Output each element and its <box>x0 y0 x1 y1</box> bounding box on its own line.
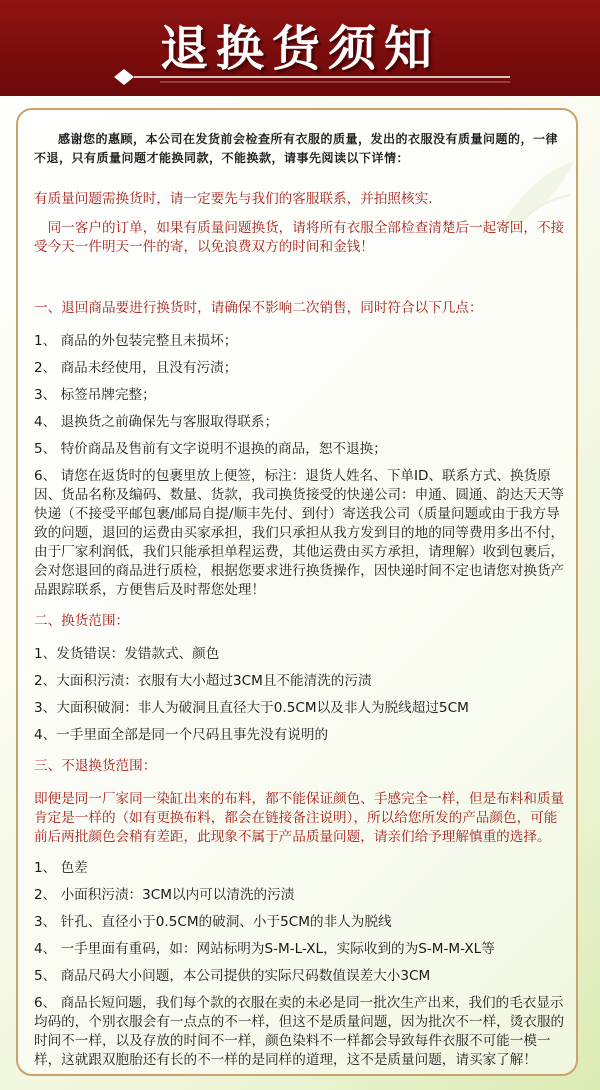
list-item: 4、一手里面全部是同一个尺码且事先没有说明的 <box>34 727 329 743</box>
section3-note: 即便是同一厂家同一染缸出来的布料，都不能保证颜色、手感完全一样，但是布料和质量肯定是一样的（如有更换布料，都会在链接备注说明），所以给您所发的产品颜色，可能前后两批颜色会稍有差距，此现象不属于产品质量问题，请亲们给予理解慎重的选择。 <box>34 791 565 845</box>
header-banner <box>0 0 600 96</box>
list-item: 2、 商品未经使用，且没有污渍； <box>34 360 238 376</box>
intro-text: 感谢您的惠顾，本公司在发货前会检查所有衣服的质量，发出的衣服没有质量问题的，一律不退，只有质量问题才能换同款，不能换款，请事先阅读以下详情： <box>34 132 559 165</box>
list-item: 6、 请您在返货时的包裹里放上便签，标注：退货人姓名、下单ID、联系方式、换货原因、货品名称及编码、数量、货款，我司换货接受的快递公司：申通、圆通、韵达天天等快递（不接受平邮包裹/邮局自提/顺丰先付、到付）寄送我公司（质量问题或由于我方导致的问题，退回的运费由买家承担，我们只承担从我方发到目的地的同等费用多出不付，由于厂家利润低，我们只能承担单程运费，其他运费由买方承担，请理解）收到包裹后，会对您退回的商品进行质检，根据您要求进行换货操作，因快递时间不定也请您对换货产品跟踪联系，方便售后及时帮您处理！ <box>34 468 565 598</box>
list-item: 1、 色差 <box>34 860 88 876</box>
list-item: 3、大面积破洞：非人为破洞且直径大于0.5CM以及非人为脱线超过5CM <box>34 700 469 716</box>
page-title: 退换货须知 <box>159 21 440 77</box>
list-item: 5、 特价商品及售前有文字说明不退换的商品，恕不退换； <box>34 441 387 457</box>
section3-title: 三、不退换货范围： <box>34 758 157 774</box>
section2-title: 二、换货范围： <box>34 613 130 629</box>
list-item: 1、发货错误：发错款式、颜色 <box>34 646 220 662</box>
list-item: 5、 商品尺码大小问题，本公司提供的实际尺码数值误差大小3CM <box>34 968 431 984</box>
ornament-line-icon <box>100 66 520 88</box>
list-item: 1、 商品的外包装完整且未损坏； <box>34 333 238 349</box>
notice-same-order: 同一客户的订单，如果有质量问题换货，请将所有衣服全部检查清楚后一起寄回，不接受今天一件明天一件的寄，以免浪费双方的时间和金钱！ <box>34 220 565 255</box>
list-item: 3、 针孔、直径小于0.5CM的破洞、小于5CM的非人为脱线 <box>34 914 392 930</box>
list-item: 4、 退换货之前确保先与客服取得联系； <box>34 414 279 430</box>
list-item: 4、 一手里面有重码，如：网站标明为S-M-L-XL，实际收到的为S-M-M-XL等 <box>34 941 495 957</box>
section1-title: 一、退回商品要进行换货时，请确保不影响二次销售，同时符合以下几点： <box>34 300 483 316</box>
list-item: 6、 商品长短问题，我们每个款的衣服在卖的未必是同一批次生产出来，我们的毛衣显示均码的，个别衣服会有一点点的不一样，但这不是质量问题，因为批次不一样，烫衣服的时间不一样，以及存放的时间不一样，颜色染料不一样都会导致每件衣服不可能一模一样，这就跟双胞胎还有长的不一样的是同样的道理，这不是质量问题，请买家了解！ <box>34 995 565 1068</box>
notice-content <box>30 122 570 1078</box>
list-item: 2、大面积污渍：衣服有大小超过3CM且不能清洗的污渍 <box>34 673 372 689</box>
list-item: 3、 标签吊牌完整； <box>34 387 156 403</box>
notice-contact: 有质量问题需换货时，请一定要先与我们的客服联系，并拍照核实. <box>34 191 433 207</box>
list-item: 2、 小面积污渍：3CM以内可以清洗的污渍 <box>34 887 295 903</box>
